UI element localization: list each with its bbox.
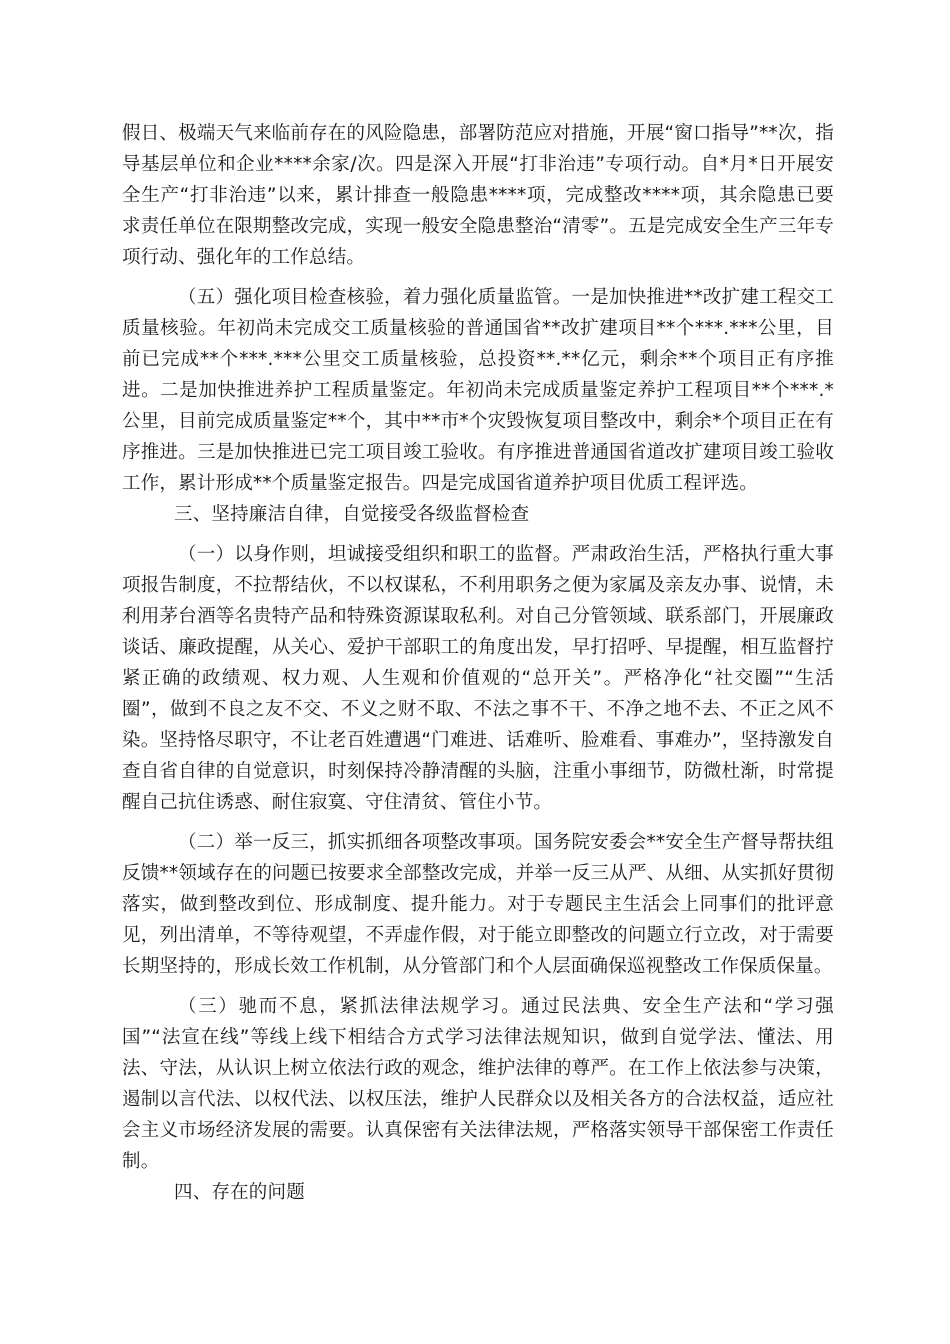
paragraph-item-2: （二）举一反三，抓实抓细各项整改事项。国务院安委会**安全生产督导帮扶组反馈**领域存在的问题已按要求全部整改完成，并举一反三从严、从细、从实抓好贯彻落实，做到整改到位、形成制度、提升能力。对于专题民主生活会上同事们的批评意见，列出清单，不等待观望，不弄虚作假，对于能立即整改的问题立行立改，对于需要长期坚持的，形成长效工作机制，从分管部门和个人层面确保巡视整改工作保质保量。 [122, 832, 834, 977]
paragraph-continuation: 假日、极端天气来临前存在的风险隐患，部署防范应对措施，开展“窗口指导”**次，指导基层单位和企业****余家/次。四是深入开展“打非治违”专项行动。自*月*日开展安全生产“打非治违”以来，累计排查一般隐患****项，完成整改****项，其余隐患已要求责任单位在限期整改完成，实现一般安全隐患整治“清零”。五是完成安全生产三年专项行动、强化年的工作总结。 [122, 123, 834, 268]
paragraph-item-1: （一）以身作则，坦诚接受组织和职工的监督。严肃政治生活，严格执行重大事项报告制度，不拉帮结伙，不以权谋私，不利用职务之便为家属及亲友办事、说情，未利用茅台酒等名贵特产品和特殊资源谋取私利。对自己分管领域、联系部门，开展廉政谈话、廉政提醒，从关心、爱护干部职工的角度出发，早打招呼、早提醒，相互监督拧紧正确的政绩观、权力观、人生观和价值观的“总开关”。严格净化“社交圈”“生活圈”，做到不良之友不交、不义之财不取、不法之事不干、不净之地不去、不正之风不染。坚持恪尽职守，不让老百姓遭遇“门难进、话难听、脸难看、事难办”，坚持激发自查自省自律的自觉意识，时刻保持冷静清醒的头脑，注重小事细节，防微杜渐，时常提醒自己抗住诱惑、耐住寂寞、守住清贫、管住小节。 [122, 544, 834, 813]
paragraph-section-5: （五）强化项目检查核验，着力强化质量监管。一是加快推进**改扩建工程交工质量核验。年初尚未完成交工质量核验的普通国省**改扩建项目**个***.***公里，目前已完成**个***.***公里交工质量核验，总投资**.**亿元，剩余**个项目正有序推进。二是加快推进养护工程质量鉴定。年初尚未完成质量鉴定养护工程项目**个***.*公里，目前完成质量鉴定**个，其中**市*个灾毁恢复项目整改中，剩余*个项目正在有序推进。三是加快推进已完工项目竣工验收。有序推进普通国省道改扩建项目竣工验收工作，累计形成**个质量鉴定报告。四是完成国省道养护项目优质工程评选。 [122, 287, 834, 494]
section-heading-3: 三、坚持廉洁自律，自觉接受各级监督检查 [174, 504, 530, 525]
document-page [122, 118, 834, 1208]
paragraph-item-3: （三）驰而不息，紧抓法律法规学习。通过民法典、安全生产法和“学习强国”“法宣在线”等线上线下相结合方式学习法律法规知识，做到自觉学法、懂法、用法、守法，从认识上树立依法行政的观念，维护法律的尊严。在工作上依法参与决策，遏制以言代法、以权代法、以权压法，维护人民群众以及相关各方的合法权益，适应社会主义市场经济发展的需要。认真保密有关法律法规，严格落实领导干部保密工作责任制。 [122, 996, 834, 1172]
section-heading-4: 四、存在的问题 [174, 1182, 305, 1203]
